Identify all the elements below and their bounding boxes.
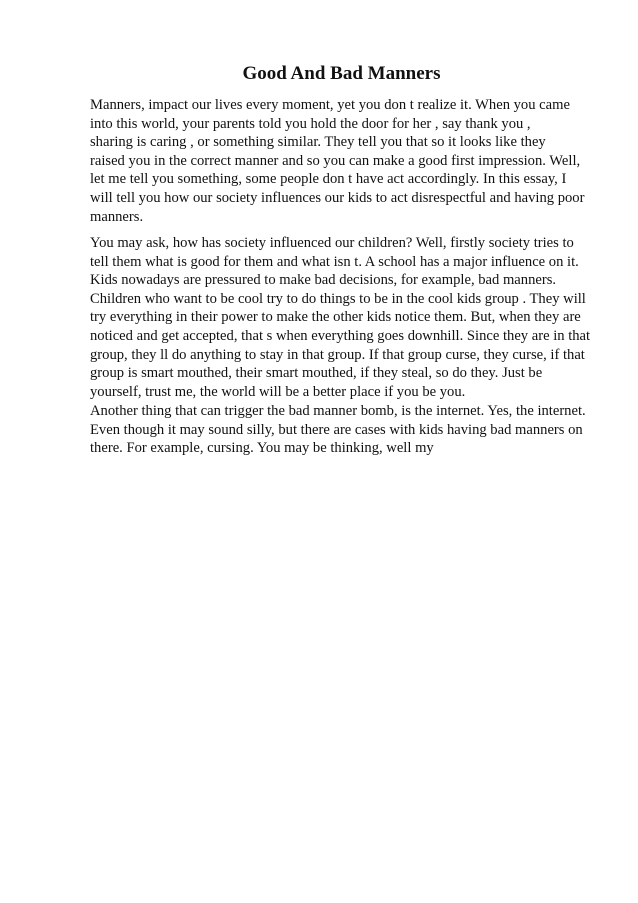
paragraph-line: manners.: [90, 208, 144, 225]
document-title: Good And Bad Manners: [242, 63, 441, 84]
paragraph-line: tell them what is good for them and what isn t. A school has a major influence on it.: [90, 253, 579, 270]
paragraph-2: [90, 234, 602, 401]
paragraph-line: sharing is caring , or something similar. They tell you that so it looks like they: [90, 134, 546, 151]
paragraph-line: into this world, your parents told you hold the door for her , say thank you ,: [90, 115, 531, 132]
paragraph-line: let me tell you something, some people don t have act accordingly. In this essay, I: [90, 171, 567, 188]
paragraph-line: You may ask, how has society influenced our children? Well, firstly society tries to: [90, 235, 574, 251]
paragraph-line: there. For example, cursing. You may be thinking, well my: [90, 440, 434, 457]
paragraph-line: Kids nowadays are pressured to make bad decisions, for example, bad manners.: [90, 272, 557, 289]
paragraph-line: will tell you how our society influences our kids to act disrespectful and having poor: [90, 189, 585, 206]
paragraph-line: group is smart mouthed, their smart mouthed, if they steal, so do they. Just be: [90, 365, 543, 382]
paragraph-line: yourself, trust me, the world will be a better place if you be you.: [90, 383, 466, 400]
paragraph-line: Manners, impact our lives every moment, yet you don t realize it. When you came: [90, 97, 570, 113]
paragraph-3: [90, 402, 602, 458]
paragraph-line: noticed and get accepted, that s when everything goes downhill. Since they are in that: [90, 327, 591, 344]
paragraph-line: Another thing that can trigger the bad manner bomb, is the internet. Yes, the internet.: [90, 403, 586, 419]
paragraph-line: Children who want to be cool try to do things to be in the cool kids group . They will: [90, 290, 586, 307]
paragraph-line: try everything in their power to make the other kids notice them. But, when they are: [90, 309, 581, 326]
paragraph-line: raised you in the correct manner and so you can make a good first impression. Well,: [90, 152, 581, 169]
paragraph-1: [90, 96, 602, 226]
paragraph-line: Even though it may sound silly, but there are cases with kids having bad manners on: [90, 421, 583, 438]
paragraph-line: group, they ll do anything to stay in that group. If that group curse, they curse, if that: [90, 346, 585, 363]
